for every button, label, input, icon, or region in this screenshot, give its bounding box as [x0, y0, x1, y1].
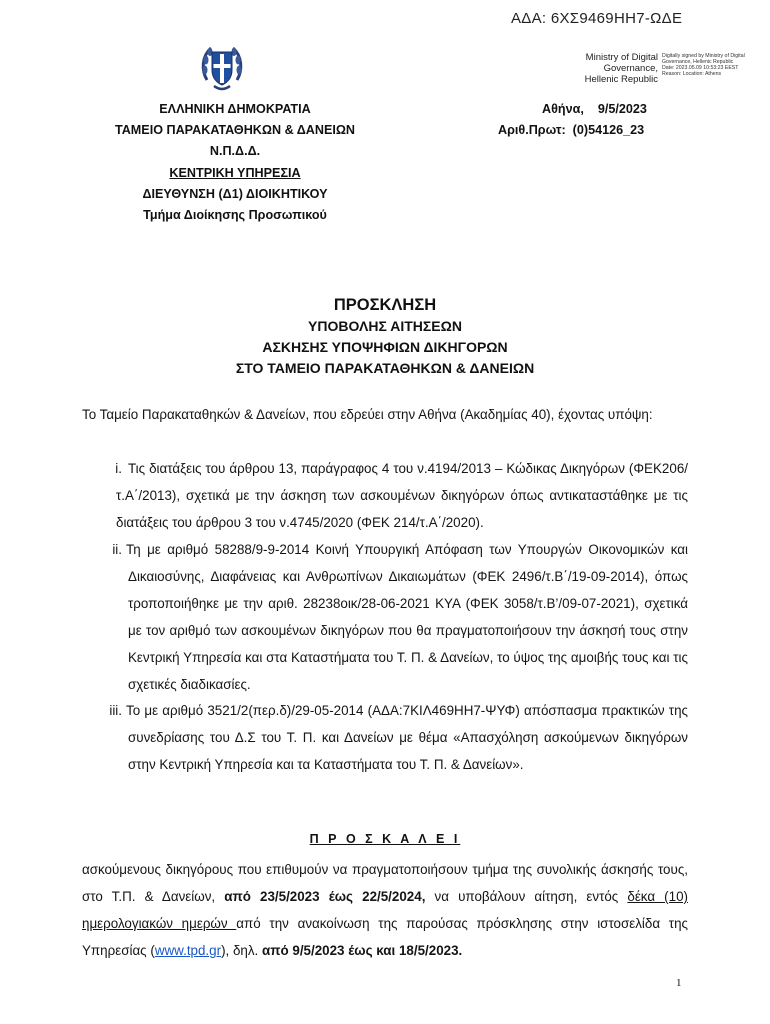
digital-signature-label: Ministry of Digital Governance, Hellenic Republic	[584, 52, 658, 85]
closing-text: να υποβάλουν αίτηση, εντός	[425, 889, 628, 904]
document-date: Αθήνα, 9/5/2023	[542, 102, 647, 116]
issuer-header	[90, 99, 380, 226]
list-item-number: i.	[115, 461, 122, 476]
title-subline: ΑΣΚΗΣΗΣ ΥΠΟΨΗΦΙΩΝ ΔΙΚΗΓΟΡΩΝ	[262, 339, 508, 355]
website-link[interactable]: www.tpd.gr	[154, 943, 222, 958]
hellenic-republic-emblem-icon	[199, 40, 245, 96]
title-main: ΠΡΟΣΚΛΗΣΗ	[333, 296, 437, 314]
closing-text: ασκούμενους δικηγόρους που επιθυμούν να πραγματοποιήσουν τμήμα της συνολικής άσκησής τους, στο Τ.Π. & Δανείων,	[82, 862, 688, 904]
issuer-line: Ν.Π.Δ.Δ.	[209, 144, 261, 159]
protocol-number: Αριθ.Πρωτ: (0)54126_23	[498, 123, 645, 138]
list-item-number: ii.	[112, 542, 122, 557]
list-item-text: Το με αριθμό 3521/2(περ.δ)/29-05-2014 (ΑΔΑ:7ΚΙΛ469ΗΗ7-ΨΥΦ) απόσπασμα πρακτικών της συνεδρίασης του Δ.Σ του Τ. Π. και Δανείων με θέμα «Απασχόληση ασκούμενων δικηγόρων στην Κεντρική Υπηρεσία και τα Καταστήματα του Τ. Π. & Δανείων».	[126, 703, 688, 772]
closing-text: ), δηλ.	[221, 943, 262, 958]
closing-paragraph	[82, 856, 688, 964]
date-protocol-block	[498, 99, 647, 141]
page-number: 1	[676, 977, 682, 989]
issuer-line: Τμήμα Διοίκησης Προσωπικού	[143, 208, 327, 223]
title-subline: ΣΤΟ ΤΑΜΕΙΟ ΠΑΡΑΚΑΤΑΘΗΚΩΝ & ΔΑΝΕΙΩΝ	[235, 360, 535, 376]
document-title	[0, 294, 770, 379]
issuer-line: ΚΕΝΤΡΙΚΗ ΥΠΗΡΕΣΙΑ	[169, 165, 301, 180]
deadline-duration: δέκα (10) ημερολογιακών ημερών	[82, 889, 688, 931]
issuer-line: ΤΑΜΕΙΟ ΠΑΡΑΚΑΤΑΘΗΚΩΝ & ΔΑΝΕΙΩΝ	[114, 123, 356, 138]
intro-paragraph: Το Ταμείο Παρακαταθηκών & Δανείων, που εδρεύει στην Αθήνα (Ακαδημίας 40), έχοντας υπόψη:	[82, 407, 653, 422]
list-item-text: Τις διατάξεις του άρθρου 13, παράγραφος 4 του ν.4194/2013 – Κώδικας Δικηγόρων (ΦΕΚ206/τ.Α΄/2013), σχετικά με την άσκηση των ασκουμένων δικηγόρων όπως αντικαταστάθηκε με τις διατάξεις του άρθρου 3 του ν.4745/2020 (ΦΕΚ 214/τ.Α΄/2020).	[116, 461, 688, 530]
list-item	[82, 697, 688, 778]
list-item	[82, 455, 688, 536]
issuer-line: ΕΛΛΗΝΙΚΗ ΔΗΜΟΚΡΑΤΙΑ	[159, 102, 311, 116]
digital-signature-details: Digitally signed by Ministry of Digital Governance, Hellenic Republic Date: 2023.05.09 10:53:23 EEST Reason: Location: Athens	[662, 53, 745, 77]
application-dates: από 9/5/2023 έως και 18/5/2023.	[262, 943, 463, 958]
list-item	[82, 536, 688, 698]
ada-code: ΑΔΑ: 6ΧΣ9469ΗΗ7-ΩΔΕ	[511, 10, 683, 27]
title-subline: ΥΠΟΒΟΛΗΣ ΑΙΤΗΣΕΩΝ	[308, 318, 462, 334]
list-item-text: Τη με αριθμό 58288/9-9-2014 Κοινή Υπουργική Απόφαση των Υπουργών Οικονομικών και Δικαιοσύνης, Διαφάνειας και Ανθρωπίνων Δικαιωμάτων (ΦΕΚ 2496/τ.Β΄/19-09-2014), όπως τροποποιήθηκε με την αριθ. 28238οικ/28-06-2021 ΚΥΑ (ΦΕΚ 3058/τ.Β’/09-07-2021), σχετικά με τον αριθμό των ασκουμένων δικηγόρων που θα πραγματοποιήσουν την άσκησή τους στην Κεντρική Υπηρεσία και στα Καταστήματα του Τ. Π. & Δανείων, το ύψος της αμοιβής τους και τις σχετικές διαδικασίες.	[126, 542, 688, 692]
list-item-number: iii.	[109, 703, 122, 718]
issuer-line: ΔΙΕΥΘΥΝΣΗ (Δ1) ΔΙΟΙΚΗΤΙΚΟΥ	[142, 186, 328, 201]
closing-text: από την ανακοίνωση της παρούσας πρόσκλησης στην ιστοσελίδα της Υπηρεσίας (	[82, 916, 688, 958]
period-dates: από 23/5/2023 έως 22/5/2024,	[224, 889, 426, 904]
invitation-heading: Π Ρ Ο Σ Κ Α Λ Ε Ι	[309, 832, 461, 846]
